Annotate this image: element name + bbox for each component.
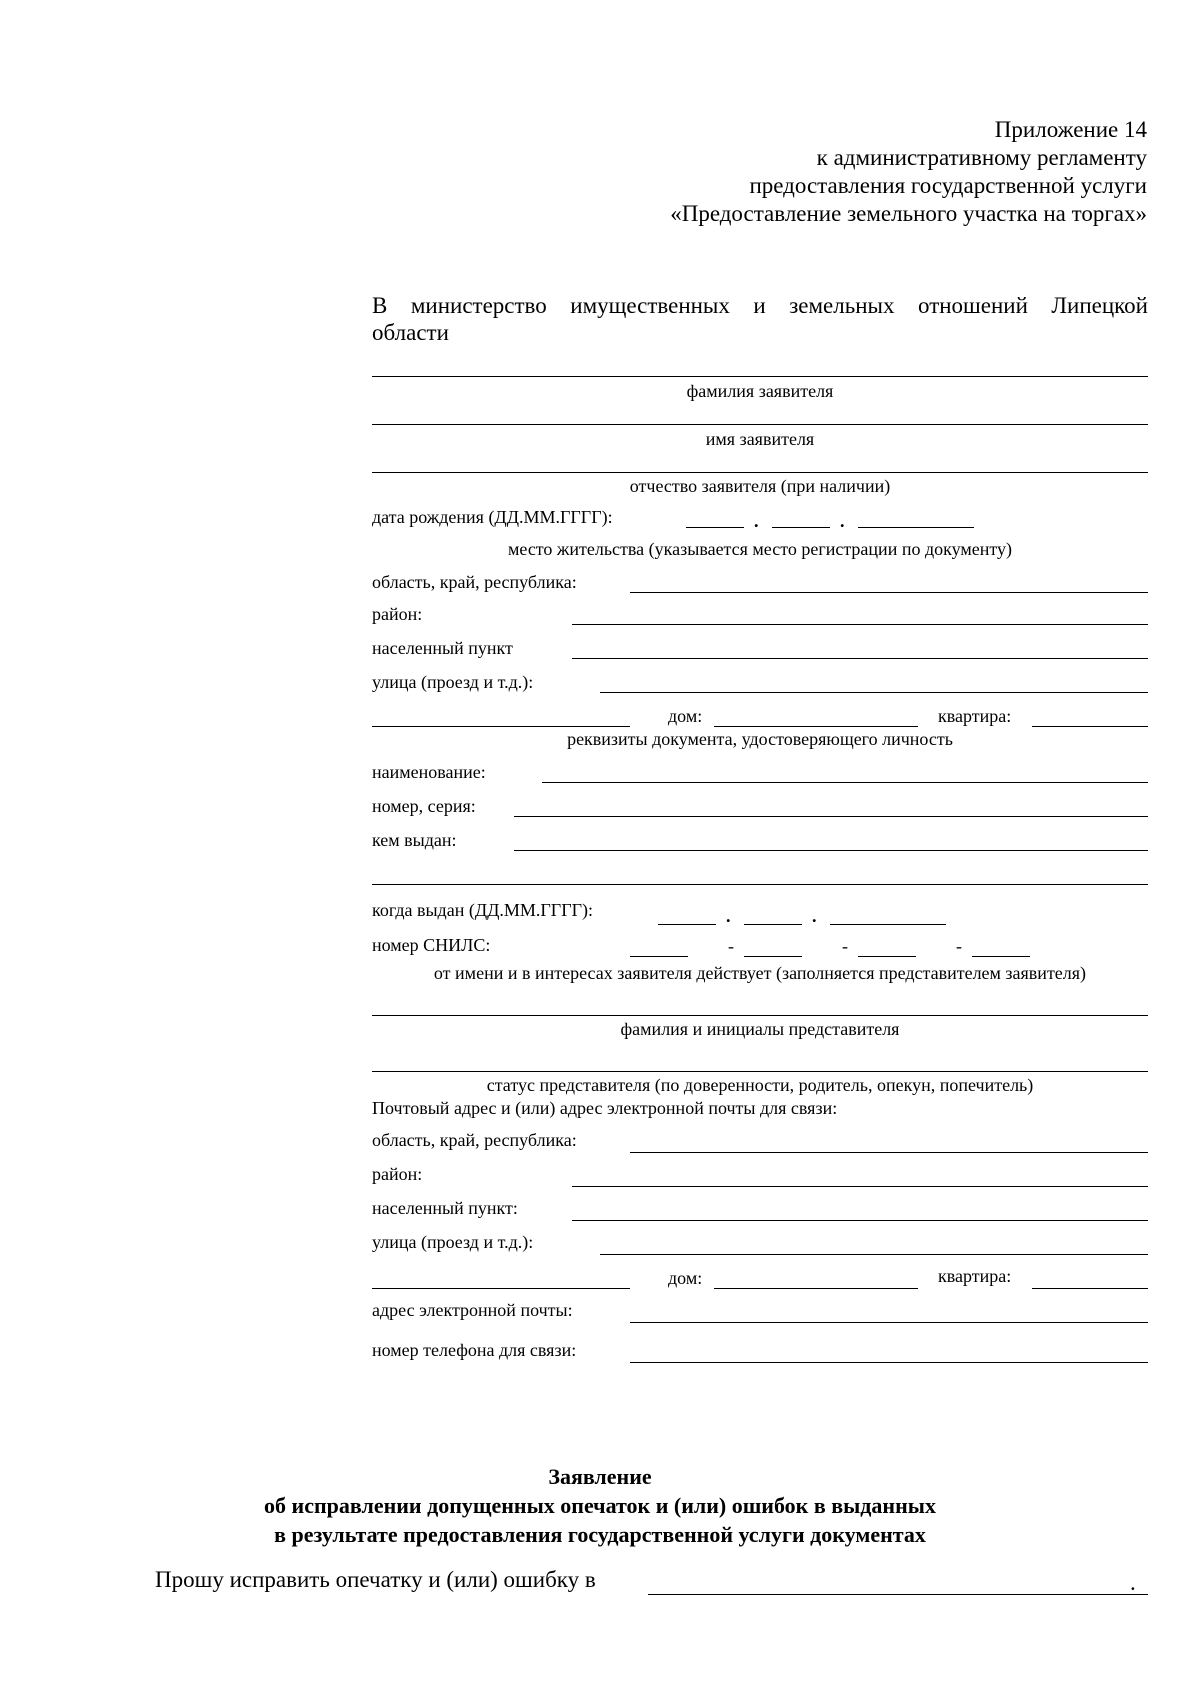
date-separator: . (726, 906, 731, 926)
patronymic-caption: отчество заявителя (при наличии) (629, 476, 891, 496)
snils-part-1-field[interactable] (630, 956, 688, 957)
surname-field[interactable] (372, 376, 1148, 377)
request-end-mark: . (1130, 1570, 1136, 1595)
patronymic-field[interactable] (372, 472, 1148, 473)
phone-label: номер телефона для связи: (372, 1340, 577, 1360)
appendix-regulation: к административному регламенту (816, 145, 1147, 170)
doc-issued-by-label: кем выдан: (372, 830, 457, 850)
residence-locality-field[interactable] (572, 658, 1148, 659)
request-text: Прошу исправить опечатку и (или) ошибку в (155, 1567, 596, 1592)
addressee-word: имущественных (570, 293, 730, 318)
residence-caption: место жительства (указывается место регистрации по документу) (507, 539, 1013, 559)
contact-district-label: район: (372, 1164, 423, 1184)
representative-caption: от имени и в интересах заявителя действует (заполняется представителем заявителя) (433, 963, 1087, 983)
representative-name-caption: фамилия и инициалы представителя (620, 1019, 900, 1039)
doc-name-label: наименование: (372, 762, 486, 782)
contact-locality-label: населенный пункт: (372, 1198, 518, 1218)
residence-locality-label: населенный пункт (372, 638, 513, 658)
identity-doc-caption: реквизиты документа, удостоверяющего личность (567, 729, 953, 749)
birth-day-field[interactable] (686, 527, 744, 528)
representative-status-caption: статус представителя (по доверенности, родитель, опекун, попечитель) (486, 1075, 1034, 1095)
name-caption: имя заявителя (705, 429, 815, 449)
snils-part-2-field[interactable] (744, 956, 802, 957)
contact-street-label: улица (проезд и т.д.): (372, 1232, 534, 1252)
contact-house-label: дом: (668, 1268, 703, 1288)
residence-region-field[interactable] (630, 592, 1148, 593)
addressee-word: министерство (410, 293, 547, 318)
snils-part-3-field[interactable] (858, 956, 916, 957)
contact-caption: Почтовый адрес и (или) адрес электронной почты для связи: (372, 1098, 838, 1118)
residence-district-label: район: (372, 604, 423, 624)
name-field[interactable] (372, 424, 1148, 425)
phone-field[interactable] (630, 1362, 1148, 1363)
appendix-number: Приложение 14 (994, 117, 1147, 142)
email-label: адрес электронной почты: (372, 1300, 573, 1320)
doc-number-label: номер, серия: (372, 796, 476, 816)
residence-street-label: улица (проезд и т.д.): (372, 672, 534, 692)
contact-street-field[interactable] (600, 1254, 1148, 1255)
contact-apartment-field[interactable] (1032, 1288, 1148, 1289)
addressee-word: Липецкой (1051, 293, 1148, 318)
statement-title: Заявление (548, 1464, 652, 1489)
addressee-line-2: области (372, 320, 449, 345)
doc-name-field[interactable] (542, 782, 1148, 783)
representative-name-field[interactable] (372, 1015, 1148, 1016)
contact-locality-field[interactable] (572, 1220, 1148, 1221)
date-separator: . (840, 511, 845, 531)
snils-part-4-field[interactable] (972, 956, 1030, 957)
birth-year-field[interactable] (858, 527, 974, 528)
email-field[interactable] (630, 1322, 1148, 1323)
birth-month-field[interactable] (772, 527, 830, 528)
statement-subtitle-line-2: в результате предоставления государственной услуги документах (274, 1522, 926, 1547)
surname-caption: фамилия заявителя (686, 381, 834, 401)
residence-region-label: область, край, республика: (372, 572, 577, 592)
doc-issue-month-field[interactable] (744, 924, 802, 925)
doc-number-field[interactable] (514, 816, 1148, 817)
doc-issued-by-extra-field[interactable] (372, 884, 1148, 885)
doc-issue-year-field[interactable] (830, 924, 946, 925)
contact-district-field[interactable] (572, 1186, 1148, 1187)
request-document-field[interactable] (648, 1594, 1148, 1595)
residence-apartment-label: квартира: (938, 706, 1012, 726)
addressee-line-1 (372, 292, 1148, 319)
residence-street-field[interactable] (600, 692, 1148, 693)
contact-region-label: область, край, республика: (372, 1130, 577, 1150)
residence-house-label: дом: (668, 706, 703, 726)
doc-issued-by-field[interactable] (514, 850, 1148, 851)
doc-issue-day-field[interactable] (658, 924, 716, 925)
addressee-word: и (753, 293, 766, 318)
doc-issue-date-label: когда выдан (ДД.ММ.ГГГГ): (372, 900, 594, 920)
snils-separator: - (728, 936, 734, 956)
date-separator: . (754, 511, 759, 531)
residence-district-field[interactable] (572, 624, 1148, 625)
snils-separator: - (842, 936, 848, 956)
contact-region-field[interactable] (630, 1152, 1148, 1153)
contact-street-extra-field[interactable] (372, 1288, 630, 1289)
representative-status-field[interactable] (372, 1071, 1148, 1072)
addressee-word: В (372, 293, 388, 318)
date-separator: . (812, 906, 817, 926)
addressee-word: отношений (918, 293, 1028, 318)
residence-street-extra-field[interactable] (372, 726, 630, 727)
snils-separator: - (956, 936, 962, 956)
residence-apartment-field[interactable] (1032, 726, 1148, 727)
birth-date-label: дата рождения (ДД.ММ.ГГГГ): (372, 507, 613, 527)
contact-apartment-label: квартира: (938, 1266, 1012, 1286)
contact-house-field[interactable] (714, 1288, 918, 1289)
residence-house-field[interactable] (714, 726, 918, 727)
statement-subtitle-line-1: об исправлении допущенных опечаток и (или) ошибок в выданных (264, 1493, 936, 1518)
addressee (372, 292, 1148, 346)
snils-label: номер СНИЛС: (372, 935, 491, 955)
appendix-service: предоставления государственной услуги (749, 173, 1147, 198)
addressee-word: земельных (789, 293, 895, 318)
appendix-header (670, 116, 1147, 228)
appendix-service-name: «Предоставление земельного участка на торгах» (670, 201, 1147, 226)
